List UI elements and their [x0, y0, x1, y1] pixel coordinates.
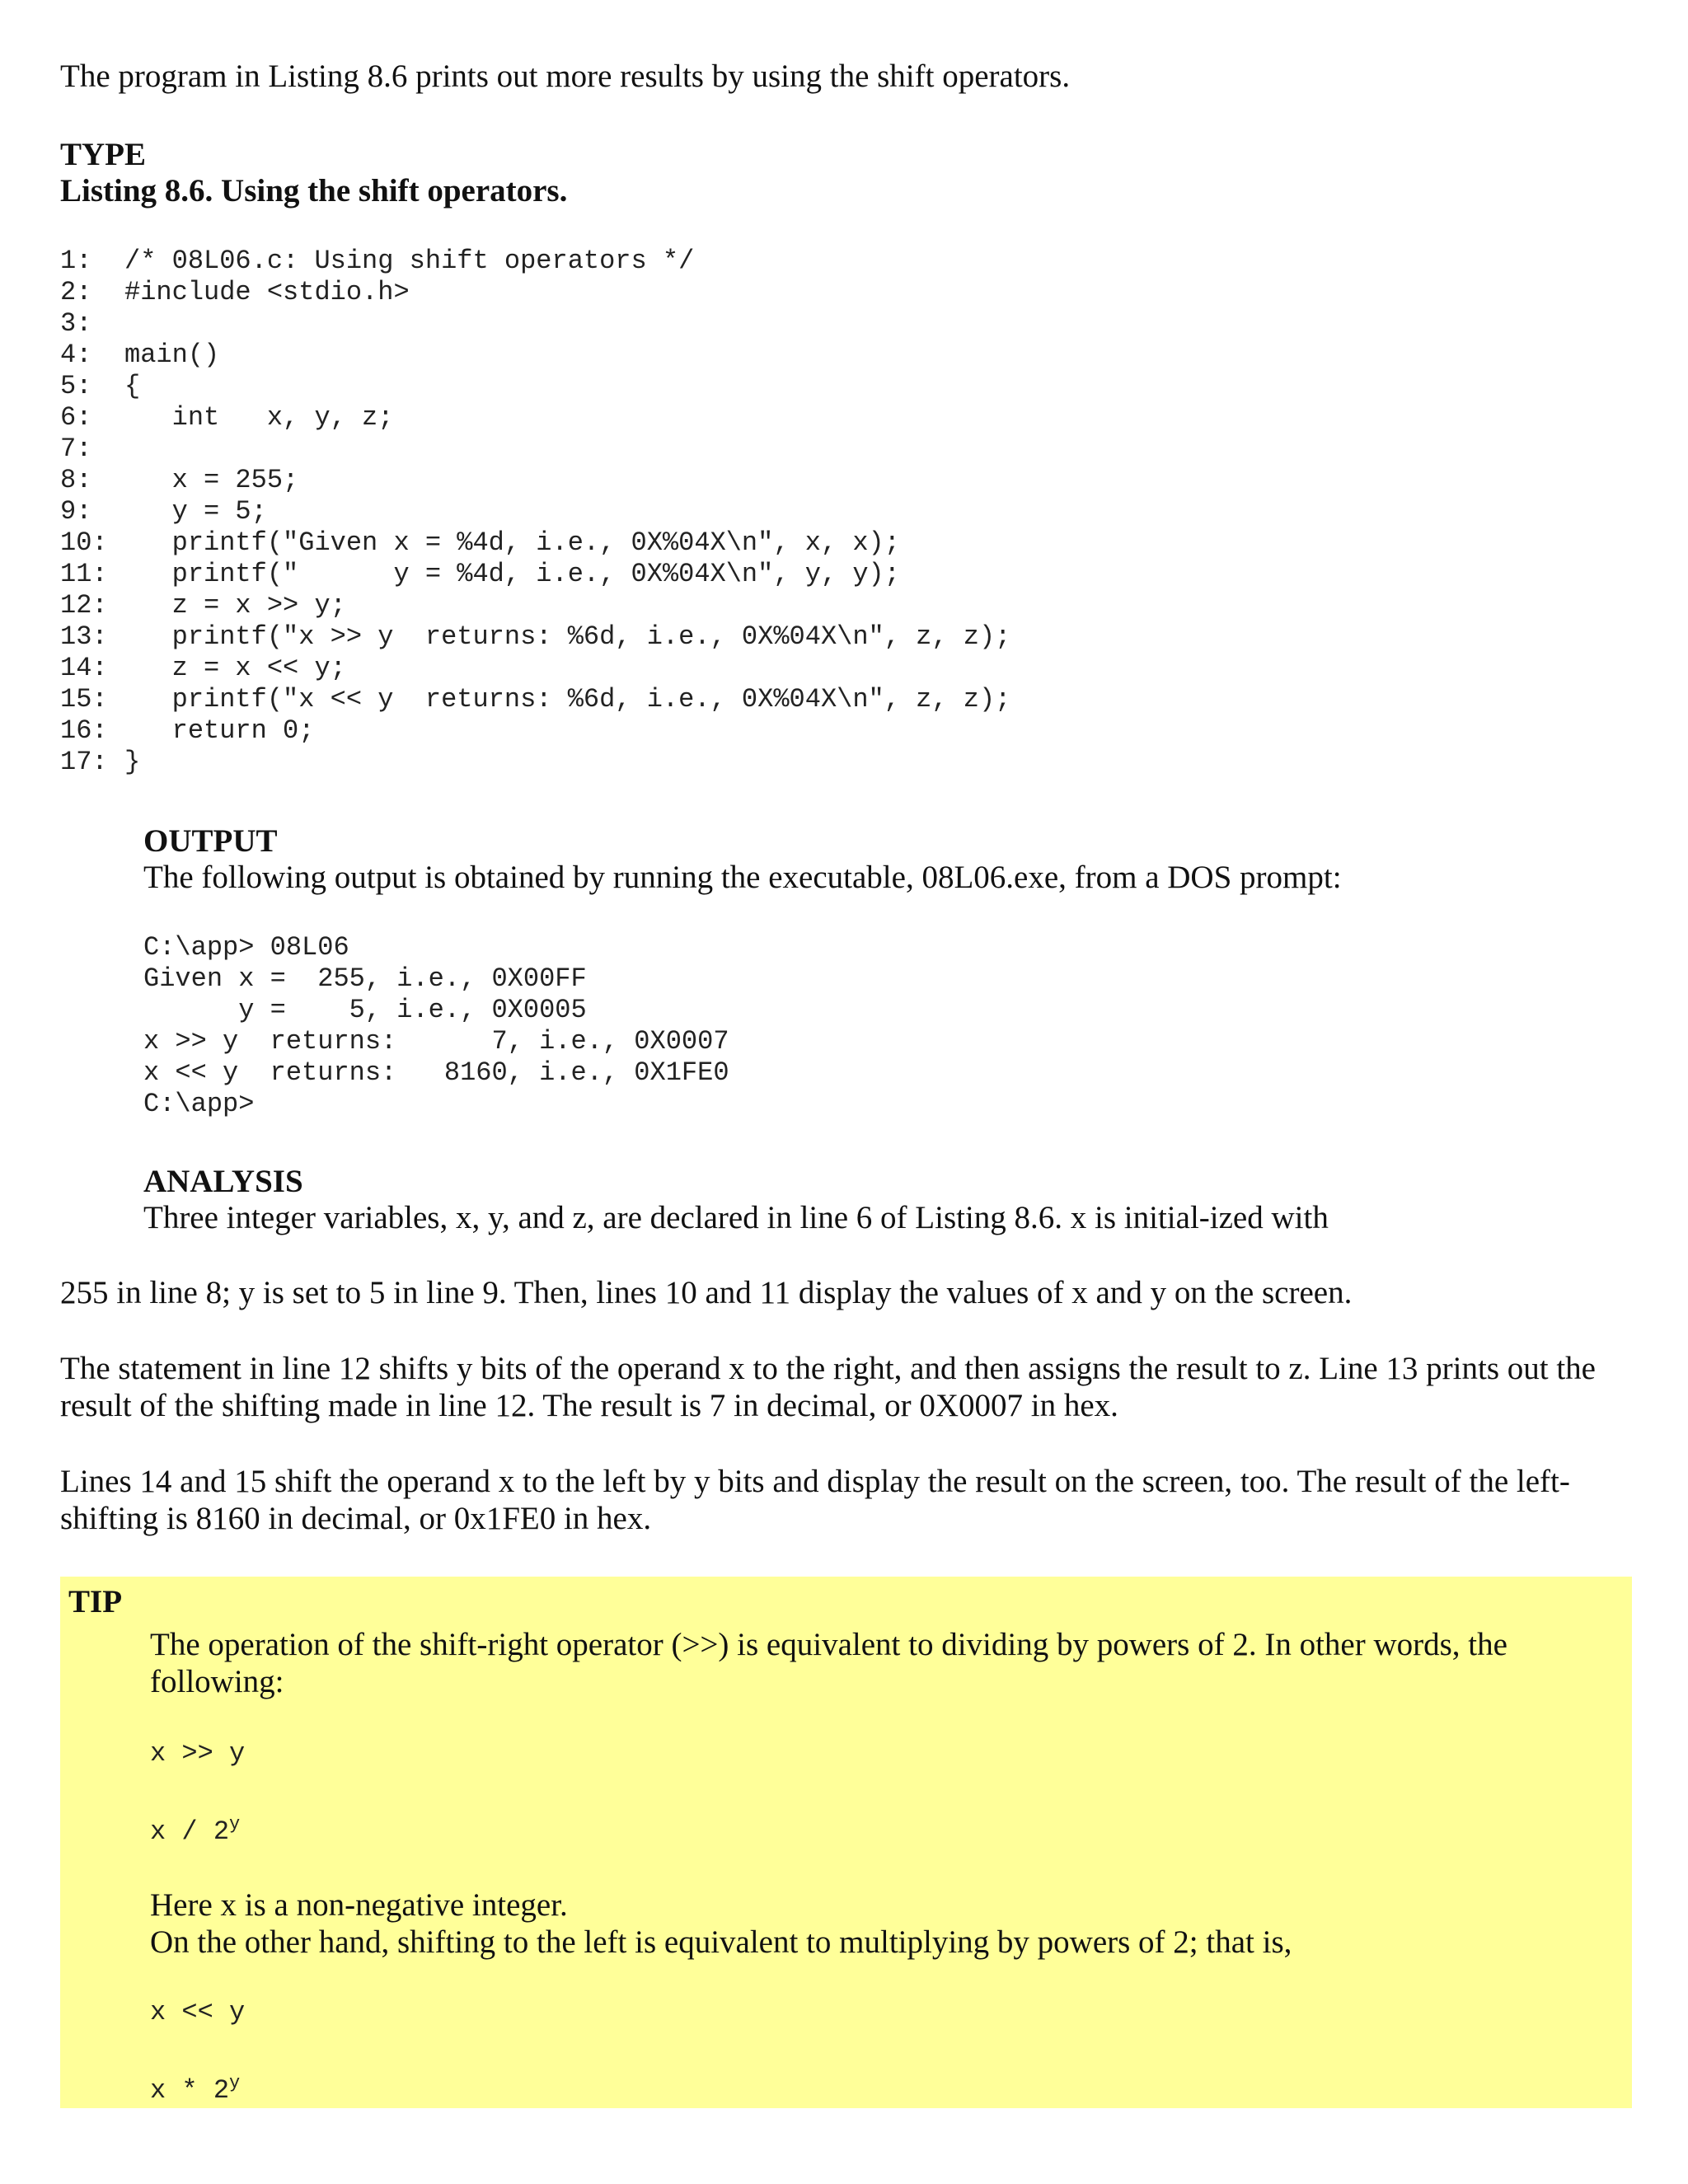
analysis-paragraph: The statement in line 12 shifts y bits of the operand x to the right, and then assigns the result to z. Line 13 prints out the result of the shifting made in line 12. The result is 7 in decimal, or 0X0007 in hex. [60, 1351, 1596, 1423]
line-number: 8: [60, 465, 92, 495]
code-text: int x, y, z; [124, 402, 394, 433]
line-number: 6: [60, 402, 92, 433]
console-output [143, 932, 729, 1120]
code-line [60, 590, 1010, 621]
code-text: printf("Given x = %4d, i.e., 0X%04X\n", x, x); [124, 527, 900, 558]
code-text: y = 5; [124, 496, 267, 527]
tip-code-multiply-exponent: y [229, 2073, 241, 2093]
line-number: 9: [60, 496, 92, 527]
console-line: C:\app> 08L06 [143, 932, 349, 963]
code-line [60, 340, 1010, 371]
line-number: 11: [60, 559, 108, 589]
tip-code-multiply-base: x * 2 [150, 2075, 230, 2106]
tip-code-divide-exponent: y [229, 1814, 241, 1835]
line-number: 12: [60, 590, 108, 621]
tip-code-shift-left: x << y [150, 1997, 246, 2027]
code-line [60, 715, 1010, 747]
tip-paragraph [150, 1886, 1584, 1961]
tip-paragraph-line: On the other hand, shifting to the left is equivalent to multiplying by powers of 2; that is, [150, 1924, 1292, 1960]
code-line [60, 653, 1010, 684]
analysis-heading: ANALYSIS [143, 1164, 303, 1199]
output-description: The following output is obtained by running the executable, 08L06.exe, from a DOS prompt: [143, 860, 1342, 895]
code-line [60, 496, 1010, 527]
line-number: 10: [60, 527, 108, 558]
tip-code-divide [150, 1809, 240, 1848]
tip-code-multiply [150, 2068, 240, 2107]
type-label: TYPE [60, 137, 147, 172]
code-text: main() [124, 340, 220, 370]
code-line [60, 621, 1010, 653]
line-number: 15: [60, 684, 108, 715]
line-number: 17: [60, 747, 108, 777]
tip-label: TIP [68, 1584, 123, 1619]
code-text: printf(" y = %4d, i.e., 0X%04X\n", y, y); [124, 559, 900, 589]
code-line [60, 684, 1010, 715]
console-line: y = 5, i.e., 0X0005 [143, 995, 587, 1025]
code-line [60, 747, 1010, 778]
code-text: x = 255; [124, 465, 299, 495]
line-number: 5: [60, 371, 92, 401]
code-text: #include <stdio.h> [124, 277, 410, 307]
code-text: printf("x << y returns: %6d, i.e., 0X%04X\n", z, z); [124, 684, 1011, 715]
analysis-paragraph: Three integer variables, x, y, and z, are declared in line 6 of Listing 8.6. x is initial-ized with [143, 1200, 1329, 1235]
code-line [60, 402, 1010, 434]
console-line: x << y returns: 8160, i.e., 0X1FE0 [143, 1057, 729, 1088]
analysis-paragraph: Lines 14 and 15 shift the operand x to the left by y bits and display the result on the screen, too. The result of the left-shifting is 8160 in decimal, or 0x1FE0 in hex. [60, 1464, 1570, 1536]
code-line [60, 527, 1010, 559]
code-text: /* 08L06.c: Using shift operators */ [124, 246, 695, 276]
tip-code-divide-base: x / 2 [150, 1816, 230, 1847]
code-line [60, 246, 1010, 277]
tip-box [60, 1577, 1632, 2108]
listing-title: Listing 8.6. Using the shift operators. [60, 173, 568, 209]
code-line [60, 465, 1010, 496]
console-line: x >> y returns: 7, i.e., 0X0007 [143, 1026, 729, 1057]
code-line [60, 277, 1010, 308]
code-text: z = x << y; [124, 653, 346, 683]
code-line [60, 308, 1010, 340]
code-text: printf("x >> y returns: %6d, i.e., 0X%04X\n", z, z); [124, 621, 1011, 652]
code-line [60, 371, 1010, 402]
code-line [60, 434, 1010, 465]
output-heading: OUTPUT [143, 823, 278, 859]
analysis-paragraph: 255 in line 8; y is set to 5 in line 9. Then, lines 10 and 11 display the values of x and y on the screen. [60, 1275, 1353, 1310]
line-number: 2: [60, 277, 92, 307]
tip-paragraph-line: Here x is a non-negative integer. [150, 1887, 568, 1923]
line-number: 1: [60, 246, 92, 276]
line-number: 13: [60, 621, 108, 652]
tip-paragraph: The operation of the shift-right operator (>>) is equivalent to dividing by powers of 2. In other words, the following: [150, 1627, 1507, 1699]
code-text: return 0; [124, 715, 315, 746]
code-line [60, 559, 1010, 590]
code-text: z = x >> y; [124, 590, 346, 621]
line-number: 3: [60, 308, 92, 339]
line-number: 4: [60, 340, 92, 370]
code-listing [60, 246, 1010, 778]
line-number: 7: [60, 434, 92, 464]
code-text: { [124, 371, 141, 401]
console-line: Given x = 255, i.e., 0X00FF [143, 963, 587, 994]
console-line: C:\app> [143, 1089, 255, 1119]
line-number: 14: [60, 653, 108, 683]
intro-paragraph: The program in Listing 8.6 prints out more results by using the shift operators. [60, 59, 1071, 94]
tip-code-shift-right: x >> y [150, 1738, 246, 1769]
line-number: 16: [60, 715, 108, 746]
code-text: } [124, 747, 141, 777]
